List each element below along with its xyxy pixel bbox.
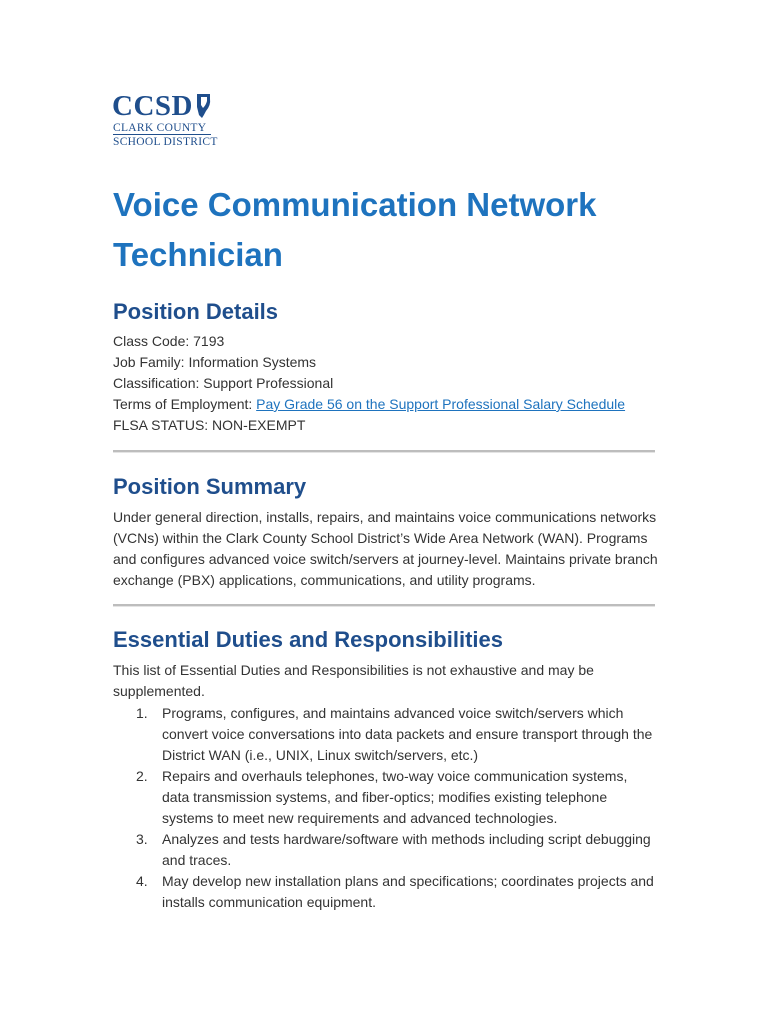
flsa-status: FLSA STATUS: NON-EXEMPT — [113, 417, 306, 433]
duties-intro: This list of Essential Duties and Responsibilities is not exhaustive and may be supplemented. — [113, 662, 594, 699]
class-code: Class Code: 7193 — [113, 333, 225, 349]
list-item-number: 1. — [136, 705, 148, 721]
list-item-text: Analyzes and tests hardware/software with methods including script debugging and traces. — [162, 831, 651, 868]
list-item-number: 3. — [136, 831, 148, 847]
position-details — [113, 331, 673, 436]
logo-wordmark: CCSD — [112, 90, 193, 122]
job-family: Job Family: Information Systems — [113, 354, 317, 370]
list-item-text: Programs, configures, and maintains advanced voice switch/servers which convert voice conversations into data packets and ensure transport through the District WAN (i.e., UNIX, Linux switch/servers, etc.) — [162, 705, 653, 763]
list-item-number: 2. — [136, 768, 148, 784]
list-item — [113, 829, 658, 871]
section-divider — [113, 450, 655, 453]
list-item — [113, 766, 658, 829]
position-summary-text: Under general direction, installs, repairs, and maintains voice communications networks (VCNs) within the Clark County School District’s Wide Area Network (WAN). Programs and configures advanced voice switch/servers at journey-level. Maintains private branch exchange (PBX) applications, communications, and utility programs. — [113, 509, 658, 588]
classification: Classification: Support Professional — [113, 375, 334, 391]
logo-line-school-district: SCHOOL DISTRICT — [113, 136, 218, 148]
position-summary-heading: Position Summary — [113, 474, 307, 499]
position-details-heading: Position Details — [113, 299, 279, 324]
page-title: Voice Communication Network Technician — [113, 186, 597, 273]
terms-of-employment — [113, 394, 673, 415]
logo-nevada-mark-icon — [196, 93, 212, 119]
duties-heading: Essential Duties and Responsibilities — [113, 627, 503, 652]
logo-line-clark-county: CLARK COUNTY — [113, 122, 207, 134]
list-item-number: 4. — [136, 873, 148, 889]
ccsd-logo — [112, 91, 222, 155]
list-item — [113, 703, 658, 766]
list-item-text: Repairs and overhauls telephones, two-way voice communication systems, data transmission systems, and fiber-optics; modifies existing telephone systems to meet new requirements and advanced technologies. — [162, 768, 628, 826]
salary-schedule-link[interactable]: Pay Grade 56 on the Support Professional Salary Schedule — [256, 396, 626, 412]
section-divider — [113, 604, 655, 607]
terms-label: Terms of Employment: — [113, 396, 257, 412]
list-item — [113, 871, 658, 913]
duties-list — [113, 703, 658, 913]
list-item-text: May develop new installation plans and specifications; coordinates projects and installs communication equipment. — [162, 873, 654, 910]
logo-divider — [113, 134, 211, 135]
